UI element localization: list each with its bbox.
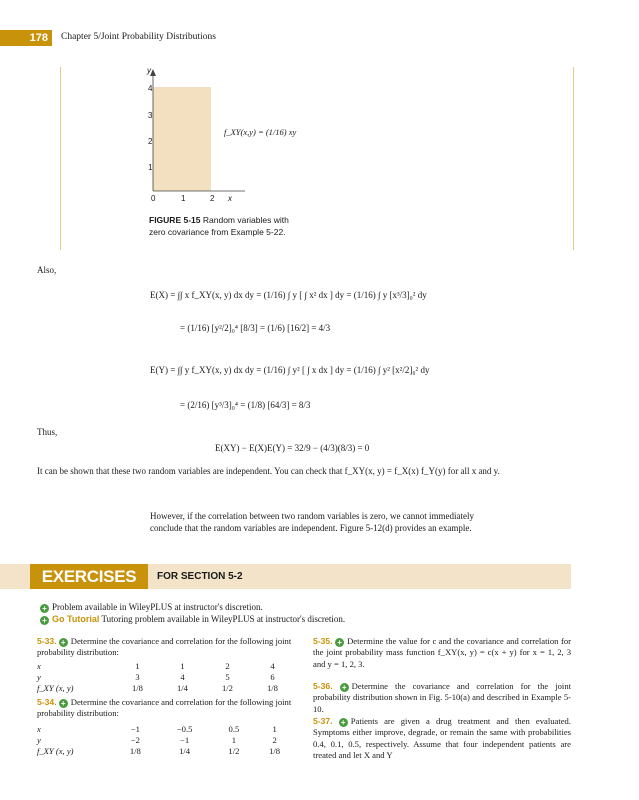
table-cell: 1 [231, 734, 237, 745]
exercise-5-34 [37, 697, 295, 720]
exercise-number: 5-35. [313, 636, 333, 646]
plus-icon: + [59, 699, 68, 708]
x-tick-label: 0 [151, 194, 156, 203]
table-cell: 2 [272, 734, 277, 745]
exercise-number: 5-34. [37, 697, 57, 707]
table-cell: 1 [180, 660, 185, 671]
row-label: f_XY (x, y) [37, 746, 74, 757]
table-cell: 1 [135, 660, 140, 671]
x-axis-label: x [228, 194, 232, 203]
table-cell: 4 [270, 660, 275, 671]
page-number: 178 [0, 30, 52, 46]
plus-icon: + [40, 604, 49, 613]
exercise-text: Determine the covariance and correlation for the joint probability distribution shown in Fig. 5-10(a) and described in Example 5-10. [313, 681, 572, 714]
table-cell: 1/4 [179, 746, 191, 757]
exercise-text: Determine the covariance and correlation for the following joint probability distribution: [37, 697, 292, 719]
ex-equation-line1: E(X) = ∫∫ x f_XY(x, y) dx dy = (1/16) ∫ y [ ∫ x² dx ] dy = (1/16) ∫ y [x³/3]₀² dy [150, 290, 427, 300]
y-tick-label: 4 [148, 84, 153, 93]
table-row [37, 723, 295, 734]
table-cell: 1 [272, 723, 277, 734]
ey-equation-line2: = (2/16) [y³/3]₀⁴ = (1/8) [64/3] = 8/3 [180, 400, 311, 410]
ey-equation-line1: E(Y) = ∫∫ y f_XY(x, y) dx dy = (1/16) ∫ y² [ ∫ x dx ] dy = (1/16) ∫ y² [x²/2]₀² dy [150, 365, 430, 375]
y-tick-label: 2 [148, 137, 153, 146]
table-cell: −2 [130, 734, 140, 745]
density-formula: f_XY(x,y) = (1/16) xy [224, 127, 297, 137]
exercise-5-35 [313, 636, 571, 670]
section-label: FOR SECTION 5-2 [157, 571, 243, 582]
table-cell: 1/8 [129, 746, 141, 757]
caption-text-2: zero covariance from Example 5-22. [149, 227, 286, 237]
caption-text-1: Random variables with [202, 215, 289, 225]
correlation-remark [150, 510, 570, 534]
chapter-title: Chapter 5/Joint Probability Distributions [61, 32, 216, 42]
plus-icon: + [340, 683, 349, 692]
row-label: f_XY (x, y) [37, 683, 74, 694]
table-cell: 2 [225, 660, 230, 671]
table-row [37, 734, 295, 745]
row-label: x [37, 660, 41, 671]
table-row [37, 683, 295, 694]
x-tick-label: 1 [181, 194, 186, 203]
caption-label: FIGURE 5-15 [149, 215, 201, 225]
table-cell: −1 [180, 734, 190, 745]
legend-problem-text: Problem available in WileyPLUS at instructor's discretion. [52, 602, 263, 612]
table-cell: 1/2 [228, 746, 240, 757]
table-cell: 0.5 [228, 723, 240, 734]
exercises-tab: EXERCISES [30, 564, 148, 589]
ex-equation-line2: = (1/16) [y²/2]₀⁴ [8/3] = (1/6) [16/2] = 4/3 [180, 323, 331, 333]
plus-icon: + [335, 638, 344, 647]
legend-problem [40, 601, 263, 613]
exercise-5-33 [37, 636, 295, 659]
exercise-5-37 [313, 716, 571, 761]
remark-line-2: conclude that the random variables are independent. Figure 5-12(d) provides an example. [150, 523, 472, 533]
row-label: y [37, 734, 41, 745]
table-cell: 1/8 [269, 746, 281, 757]
exercise-number: 5-33. [37, 636, 57, 646]
table-cell: −0.5 [176, 723, 193, 734]
table-row [37, 671, 295, 682]
table-cell: 4 [180, 671, 185, 682]
exercise-5-36 [313, 681, 571, 715]
go-tutorial-link[interactable]: Go Tutorial [52, 614, 100, 624]
table-cell: −1 [130, 723, 140, 734]
exercise-number: 5-36. [313, 681, 333, 691]
figure-caption [149, 214, 289, 238]
table-cell: 5 [225, 671, 230, 682]
table-row [37, 660, 295, 671]
covariance-equation: E(XY) − E(X)E(Y) = 32/9 − (4/3)(8/3) = 0 [215, 443, 370, 453]
y-tick-label: 3 [148, 111, 153, 120]
table-5-33 [37, 660, 295, 694]
table-cell: 3 [135, 671, 140, 682]
row-label: x [37, 723, 41, 734]
exercise-text: Patients are given a drug treatment and then evaluated. Symptoms either improve, degrade, or remain the same with probabilities 0.4, 0.1, 0.5, respectively. Assume that four independent patients are treated and let X and Y [313, 716, 571, 760]
table-cell: 1/8 [132, 683, 143, 694]
plus-icon: + [59, 638, 68, 647]
exercise-text: Determine the value for c and the covariance and correlation for the joint probability mass function f_XY(x, y) = c(x + y) for x = 1, 2, 3 and y = 1, 2, 3. [313, 636, 571, 669]
y-axis-label: y [147, 66, 151, 75]
exercise-text: Determine the covariance and correlation for the following joint probability distribution: [37, 636, 292, 658]
table-5-34 [37, 723, 295, 757]
table-cell: 6 [270, 671, 275, 682]
y-tick-label: 1 [148, 163, 153, 172]
also-label: Also, [37, 265, 57, 275]
table-row [37, 746, 295, 757]
thus-label: Thus, [37, 427, 58, 437]
x-tick-label: 2 [210, 194, 215, 203]
support-region [153, 87, 211, 191]
table-cell: 1/8 [267, 683, 278, 694]
plus-icon: + [339, 718, 348, 727]
exercise-number: 5-37. [313, 716, 333, 726]
table-cell: 1/4 [177, 683, 188, 694]
legend-tutorial [40, 613, 345, 625]
table-cell: 1/2 [222, 683, 233, 694]
independence-sentence: It can be shown that these two random variables are independent. You can check that f_XY(x, y) = f_X(x) f_Y(y) for all x and y. [37, 466, 500, 476]
remark-line-1: However, if the correlation between two random variables is zero, we cannot immediately [150, 511, 475, 521]
legend-tutorial-text: Tutoring problem available in WileyPLUS at instructor's discretion. [101, 614, 346, 624]
row-label: y [37, 671, 41, 682]
plus-icon: + [40, 616, 49, 625]
figure-plot [135, 66, 415, 214]
